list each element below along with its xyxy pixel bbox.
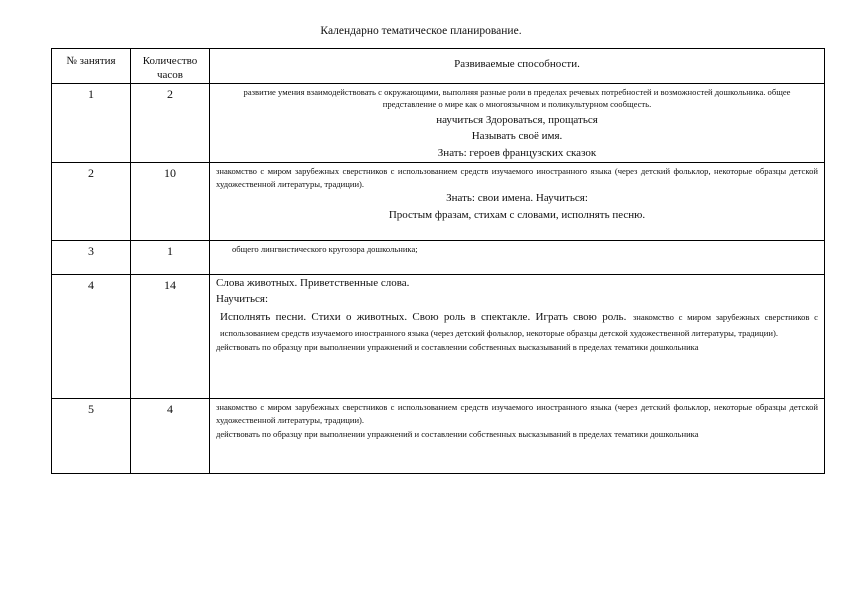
hours-count: 2 [131, 84, 210, 163]
table-row [52, 84, 825, 163]
ability-text: общего лингвистического кругозора дошкольника; [232, 244, 418, 255]
ability-text: научиться Здороваться, прощаться [436, 113, 598, 126]
ability-text: Называть своё имя. [471, 130, 563, 143]
hours-count: 1 [131, 241, 210, 275]
ability-text: Простым фразам, стихам с словами, исполнять песню. [388, 208, 646, 221]
header-lesson-number: № занятия [52, 49, 131, 84]
planning-table [51, 48, 825, 474]
hours-count: 10 [131, 163, 210, 241]
abilities-cell [210, 399, 825, 474]
abilities-cell [210, 275, 825, 399]
document-title: Календарно тематическое планирование. [320, 25, 522, 37]
hours-count: 4 [131, 399, 210, 474]
lesson-number: 1 [52, 84, 131, 163]
ability-text: развитие умения взаимодействовать с окружающими, выполняя разные роли в пределах речевых потребностей и возможностей дошкольника. общее представление о мире как о многоязычном и поликультурном сообщесть. [243, 87, 791, 110]
lesson-number: 2 [52, 163, 131, 241]
ability-text: Научиться: [216, 292, 269, 305]
lesson-number: 5 [52, 399, 131, 474]
ability-text: Слова животных. Приветственные слова. [216, 277, 410, 290]
abilities-cell [210, 241, 825, 275]
lesson-number: 4 [52, 275, 131, 399]
ability-text: знакомство с миром зарубежных сверстников с использованием средств изучаемого иностранного языка (через детский фольклор, некоторые образцы детской художественной литературы, традиции). [216, 166, 818, 189]
ability-text: действовать по образцу при выполнении упражнений и составлении собственных высказываний в пределах тематики дошкольника [216, 429, 699, 440]
ability-text: знакомство с миром зарубежных сверстников с использованием средств изучаемого иностранного языка (через детский фольклор, некоторые образцы детской художественной литературы, традиции). [216, 402, 818, 425]
abilities-cell [210, 163, 825, 241]
ability-text: Знать: свои имена. Научиться: [446, 192, 588, 205]
table-header-row [52, 49, 825, 84]
header-hours-count: Количество часов [131, 49, 210, 84]
table-row [52, 275, 825, 399]
ability-text: знакомство с миром зарубежных сверстников с использованием средств изучаемого иностранного языка (через детский фольклор, некоторые образцы детской художественной литературы, традиции). [220, 312, 818, 338]
header-abilities: Развиваемые способности. [210, 49, 825, 84]
table-row [52, 163, 825, 241]
abilities-cell [210, 84, 825, 163]
ability-text: Знать: героев французских сказок [437, 146, 597, 159]
lesson-number: 3 [52, 241, 131, 275]
hours-count: 14 [131, 275, 210, 399]
table-row [52, 241, 825, 275]
ability-text: действовать по образцу при выполнении упражнений и составлении собственных высказываний в пределах тематики дошкольника [216, 342, 699, 353]
ability-text: Исполнять песни. Стихи о животных. Свою роль в спектакле. Играть свою роль. [220, 311, 627, 324]
table-row [52, 399, 825, 474]
